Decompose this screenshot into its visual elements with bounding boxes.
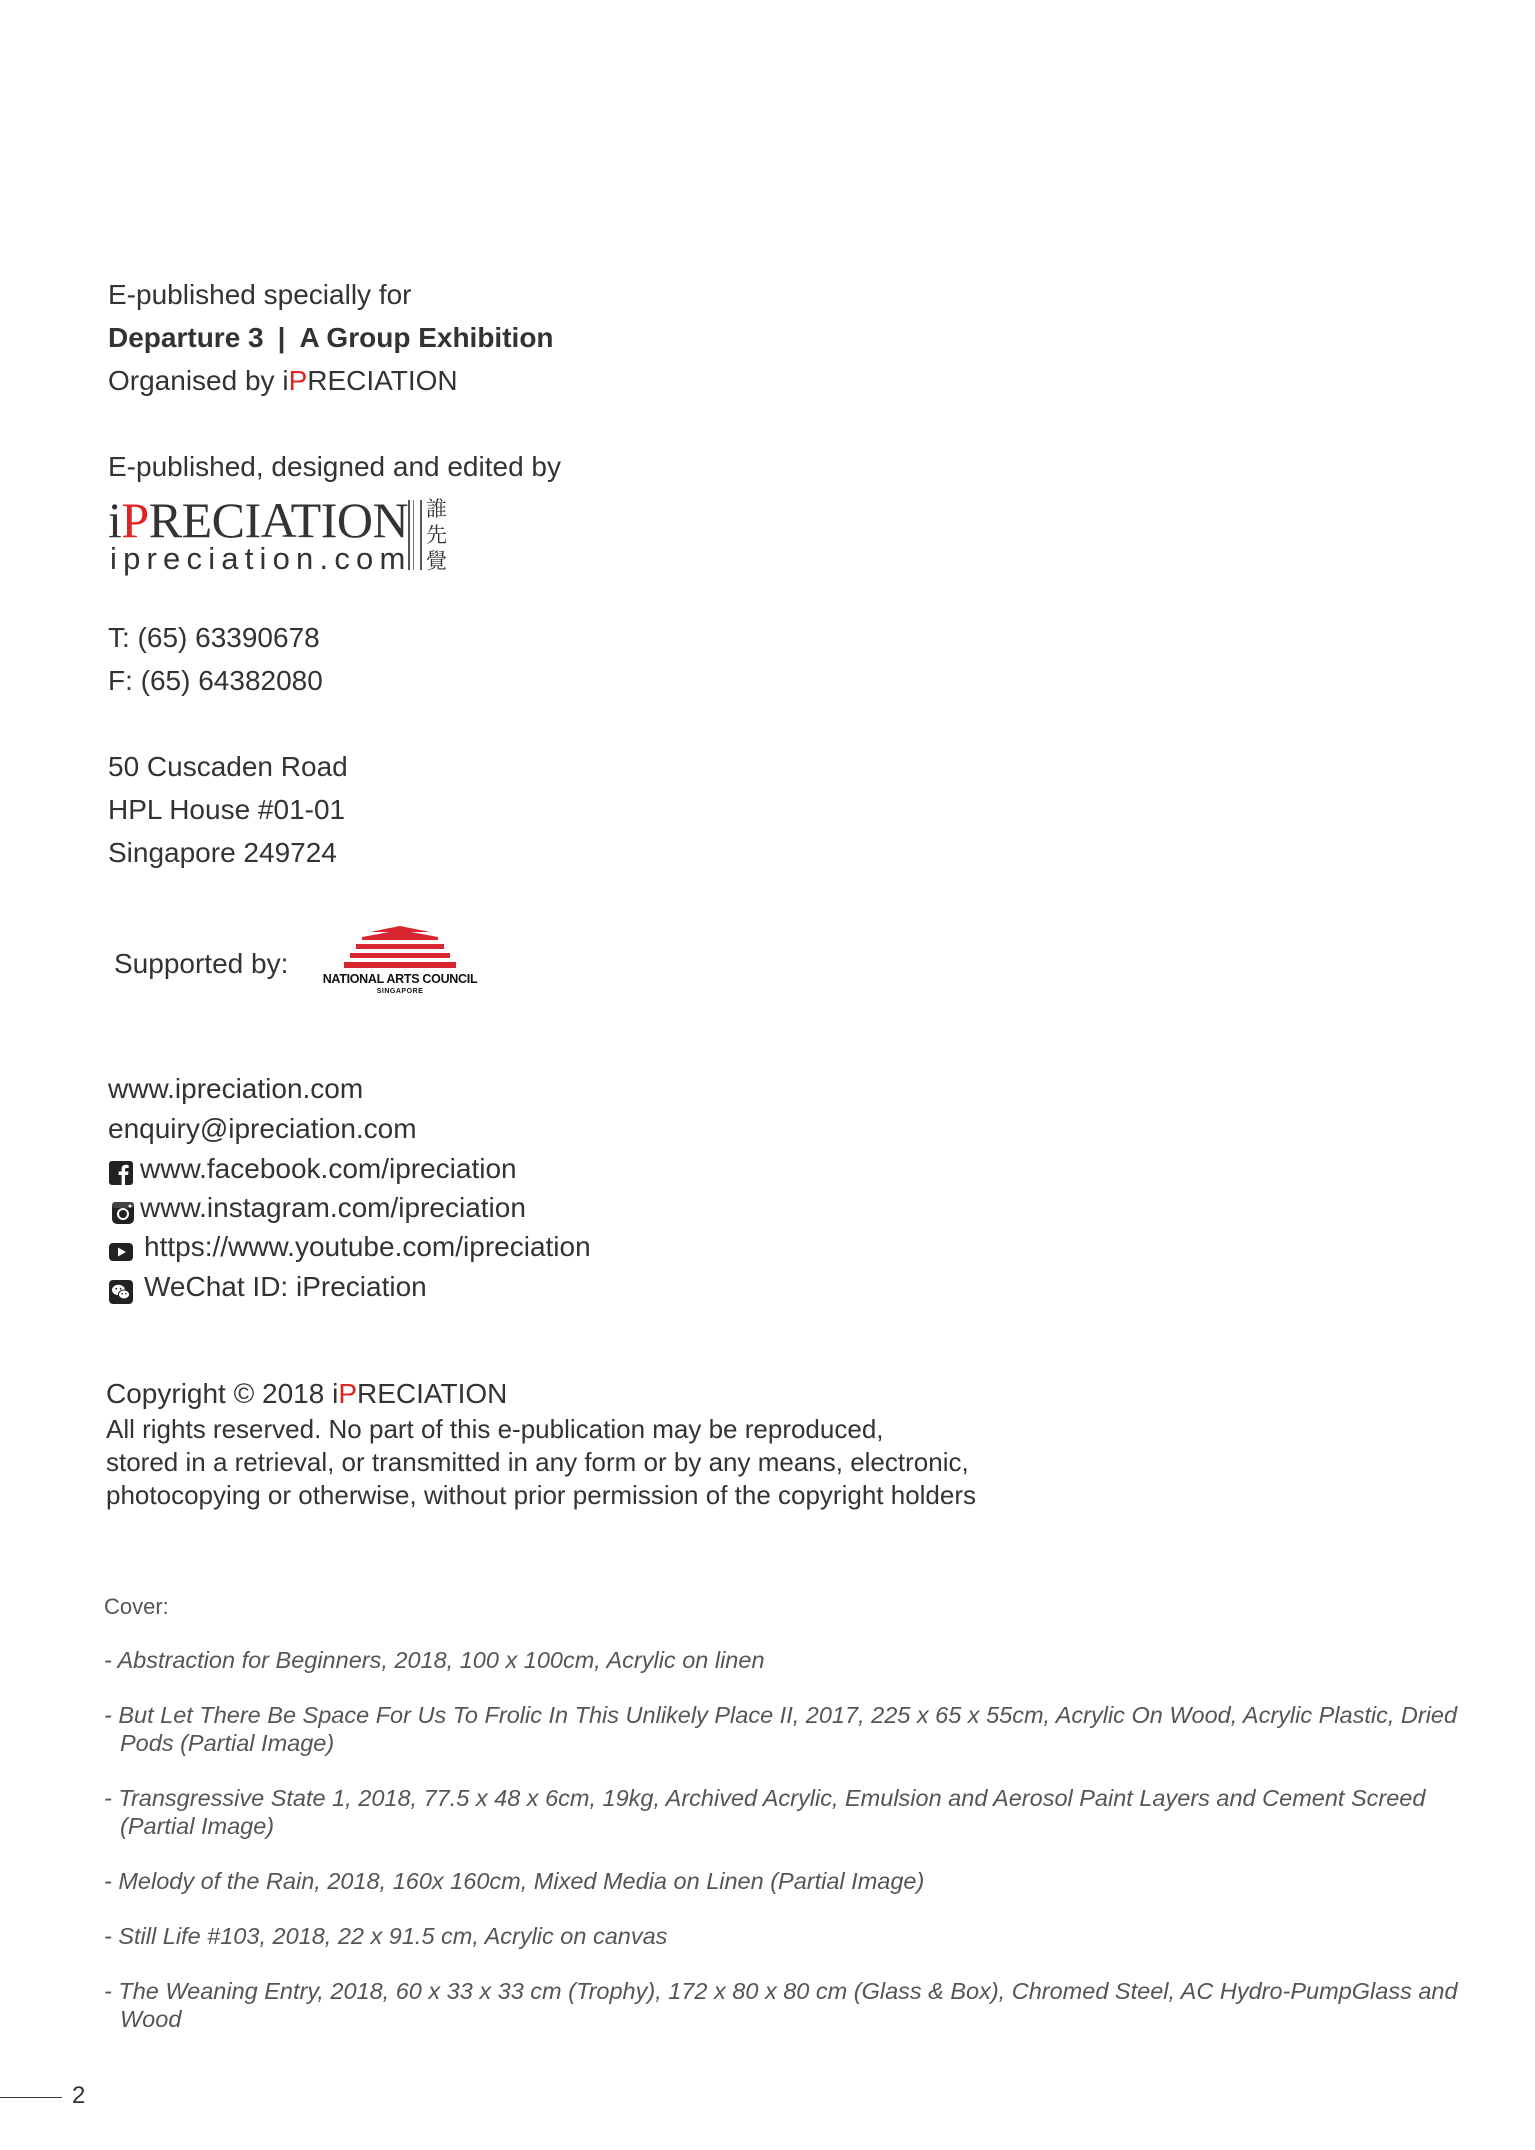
logo-cjk-text: 誰先覺 — [426, 497, 447, 573]
wechat-id: WeChat ID: iPreciation — [144, 1271, 427, 1302]
website-link[interactable]: www.ipreciation.com — [108, 1073, 364, 1104]
youtube-link[interactable]: https://www.youtube.com/ipreciation — [144, 1231, 591, 1262]
footer-rule — [0, 2097, 62, 2098]
fax: F: (65) 64382080 — [108, 665, 323, 696]
publisher-line: E-published, designed and edited by — [108, 451, 562, 482]
logo-url: ipreciation.com — [110, 541, 412, 576]
instagram-link[interactable]: www.instagram.com/ipreciation — [140, 1192, 526, 1223]
exhibition-subtitle: A Group Exhibition — [299, 322, 554, 353]
page-number: 2 — [72, 2082, 86, 2109]
wechat-icon — [108, 1279, 134, 1305]
brand-p: P — [288, 365, 308, 396]
logo-divider — [408, 500, 422, 570]
copyright-body-line: All rights reserved. No part of this e-publication may be reproduced, — [106, 1414, 884, 1444]
address-line: 50 Cuscaden Road — [108, 751, 348, 782]
intro-line: E-published specially for — [108, 279, 412, 310]
cover-list — [104, 1646, 1484, 2060]
copyright-line — [106, 1373, 507, 1415]
cover-item: - But Let There Be Space For Us To Frolic In This Unlikely Place II, 2017, 225 x 65 x 55cm, Acrylic On Wood, Acrylic Plastic, Dried Pods (Partial Image) — [104, 1702, 1458, 1756]
brand-p: P — [338, 1378, 358, 1409]
address-line: Singapore 249724 — [108, 837, 337, 868]
cover-item: - The Weaning Entry, 2018, 60 x 33 x 33 cm (Trophy), 172 x 80 x 80 cm (Glass & Box), Chromed Steel, AC Hydro-PumpGlass and Wood — [104, 1978, 1458, 2032]
brand-rest: RECIATION — [307, 365, 458, 396]
nac-emblem-icon — [320, 926, 480, 972]
facebook-icon — [108, 1160, 134, 1186]
brand-i: i — [332, 1378, 339, 1409]
cover-item: - Still Life #103, 2018, 22 x 91.5 cm, Acrylic on canvas — [104, 1923, 668, 1949]
nac-country: SINGAPORE — [376, 988, 424, 995]
title-separator: | — [277, 322, 286, 353]
facebook-link[interactable]: www.facebook.com/ipreciation — [140, 1153, 517, 1184]
address-line: HPL House #01-01 — [108, 794, 346, 825]
youtube-icon — [108, 1239, 134, 1265]
supported-by-label: Supported by: — [114, 948, 289, 979]
nac-name: NATIONAL ARTS COUNCIL — [322, 972, 478, 986]
cover-item: - Melody of the Rain, 2018, 160x 160cm, Mixed Media on Linen (Partial Image) — [104, 1868, 925, 1894]
copyright-prefix: Copyright © 2018 — [106, 1378, 333, 1409]
cover-item: - Transgressive State 1, 2018, 77.5 x 48 x 6cm, 19kg, Archived Acrylic, Emulsion and Aerosol Paint Layers and Cement Screed (Partial Image) — [104, 1785, 1426, 1839]
instagram-icon — [110, 1200, 136, 1226]
cover-label: Cover: — [104, 1594, 169, 1619]
organised-prefix: Organised by — [108, 365, 283, 396]
cover-item: - Abstraction for Beginners, 2018, 100 x 100cm, Acrylic on linen — [104, 1647, 765, 1673]
brand-i: i — [282, 365, 289, 396]
nac-logo — [320, 926, 480, 998]
copyright-body-line: stored in a retrieval, or transmitted in any form or by any means, electronic, — [106, 1447, 969, 1477]
copyright-body-line: photocopying or otherwise, without prior permission of the copyright holders — [106, 1480, 977, 1510]
email-link[interactable]: enquiry@ipreciation.com — [108, 1113, 417, 1144]
ipreciation-logo — [108, 494, 453, 578]
telephone: T: (65) 63390678 — [108, 622, 320, 653]
brand-rest: RECIATION — [357, 1378, 508, 1409]
logo-wordmark: iPRECIATION — [108, 492, 409, 548]
exhibition-title — [108, 317, 554, 359]
organised-by — [108, 360, 458, 402]
exhibition-name: Departure 3 — [108, 322, 264, 353]
